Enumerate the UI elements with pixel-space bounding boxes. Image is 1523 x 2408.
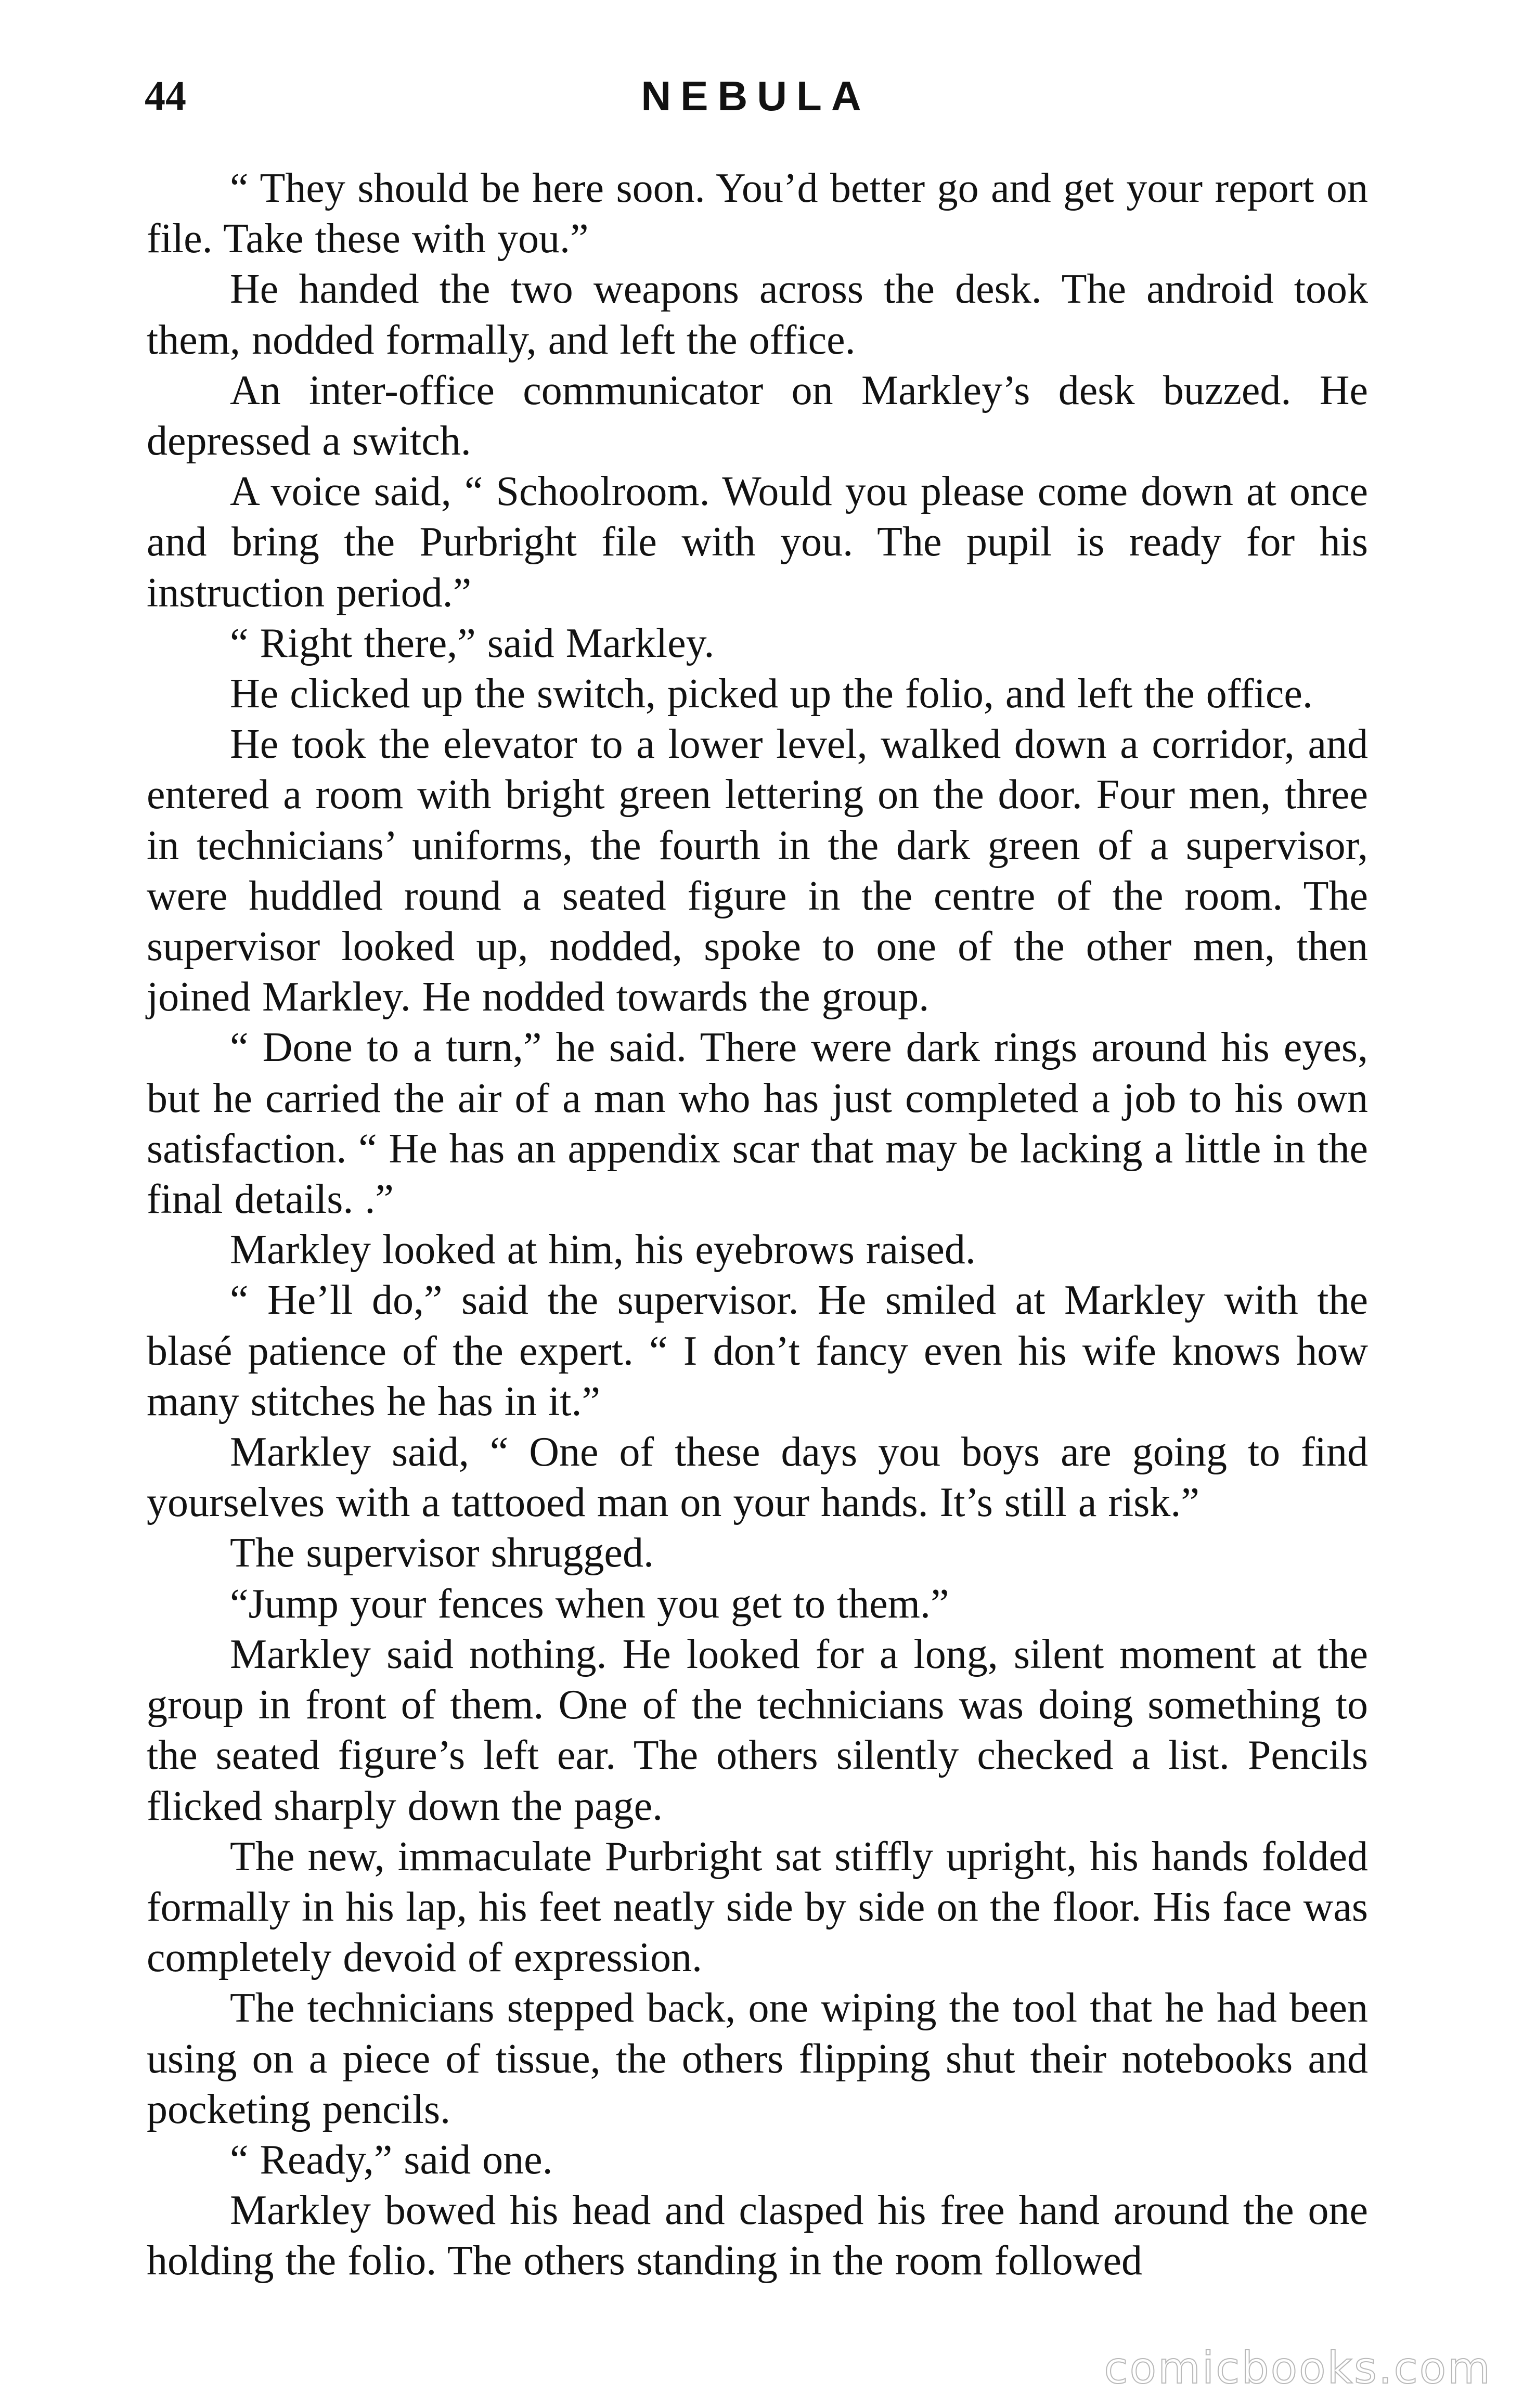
watermark: comicbooks.com bbox=[1104, 2342, 1492, 2393]
paragraph: He handed the two weapons across the desk. The android took them, nodded formally, and left the office. bbox=[147, 266, 1368, 363]
paragraph: “ He’ll do,” said the supervisor. He smiled at Markley with the blasé patience of the expert. “ I don’t fancy even his wife knows how many stitches he has in it.” bbox=[147, 1277, 1368, 1425]
paragraph: “ Done to a turn,” he said. There were dark rings around his eyes, but he carried the air of a man who has just completed a job to his own satisfaction. “ He has an appendix scar that may be lacking a little in the final details. .” bbox=[147, 1025, 1368, 1223]
paragraph: He took the elevator to a lower level, walked down a corridor, and entered a room with bright green lettering on the door. Four men, three in technicians’ uniforms, the fourth in the dark green of a supervisor, were huddled round a seated figure in the centre of the room. The supervisor looked up, nodded, spoke to one of the other men, then joined Markley. He nodded towards the group. bbox=[147, 721, 1368, 1020]
paragraph: Markley bowed his head and clasped his free hand around the one holding the folio. The others standing in the room followed bbox=[147, 2187, 1368, 2284]
paragraph: “ Ready,” said one. bbox=[230, 2137, 553, 2183]
body-text bbox=[147, 163, 1368, 2287]
paragraph: An inter-office communicator on Markley’s desk buzzed. He depressed a switch. bbox=[147, 367, 1368, 464]
paragraph: The supervisor shrugged. bbox=[230, 1530, 654, 1576]
paragraph: A voice said, “ Schoolroom. Would you please come down at once and bring the Purbright file with you. The pupil is ready for his instruction period.” bbox=[147, 469, 1368, 616]
running-head: NEBULA bbox=[641, 73, 871, 119]
page-header bbox=[145, 68, 1367, 125]
paragraph: “ Right there,” said Markley. bbox=[230, 620, 715, 666]
paragraph: “Jump your fences when you get to them.” bbox=[230, 1581, 949, 1627]
paragraph: He clicked up the switch, picked up the folio, and left the office. bbox=[230, 671, 1313, 717]
paragraph: The technicians stepped back, one wiping the tool that he had been using on a piece of tissue, the others flipping shut their notebooks and pocketing pencils. bbox=[147, 1985, 1368, 2132]
paragraph: “ They should be here soon. You’d better go and get your report on file. Take these with you.” bbox=[147, 165, 1368, 262]
paragraph: Markley said, “ One of these days you boys are going to find yourselves with a tattooed man on your hands. It’s still a risk.” bbox=[147, 1429, 1368, 1526]
paragraph: Markley said nothing. He looked for a long, silent moment at the group in front of them. One of the technicians was doing something to the seated figure’s left ear. The others silently checked a list. Pencils flicked sharply down the page. bbox=[147, 1631, 1368, 1829]
paragraph: Markley looked at him, his eyebrows raised. bbox=[230, 1227, 976, 1273]
paragraph: The new, immaculate Purbright sat stiffly upright, his hands folded formally in his lap, his feet neatly side by side on the floor. His face was completely devoid of expression. bbox=[147, 1833, 1368, 1981]
page-number: 44 bbox=[145, 73, 186, 119]
